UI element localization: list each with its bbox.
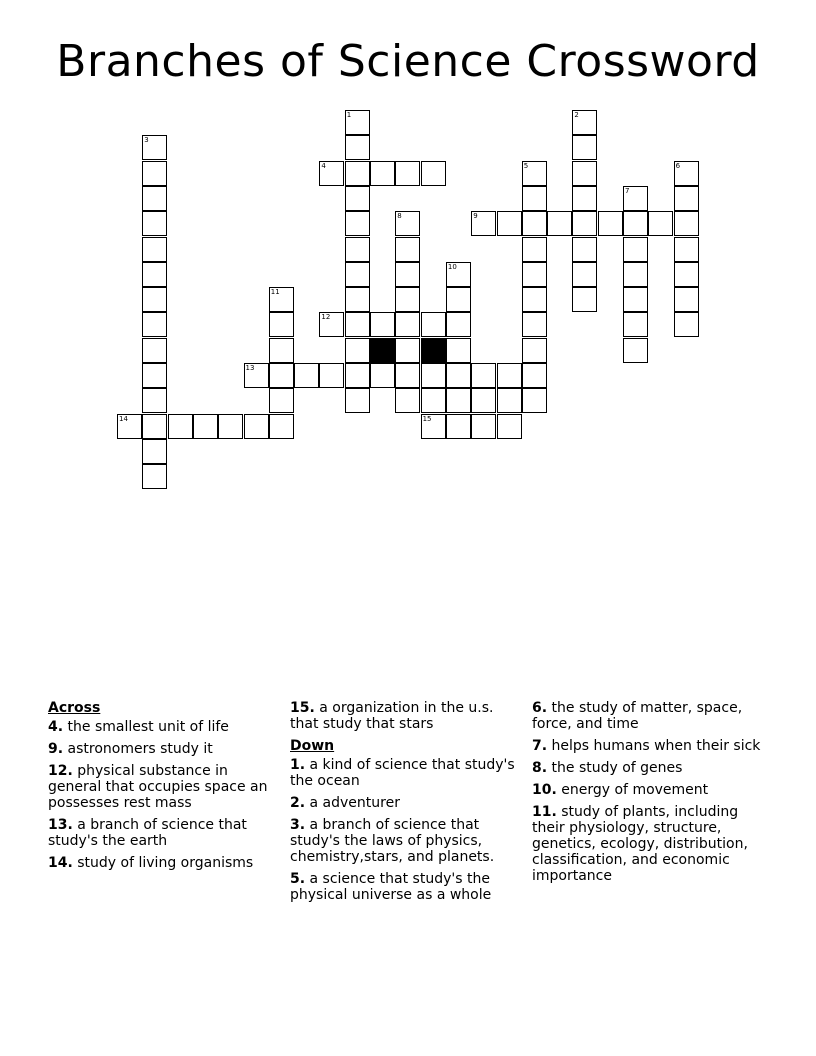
grid-cell[interactable] (142, 211, 167, 236)
grid-cell[interactable] (421, 312, 446, 337)
grid-cell[interactable] (345, 363, 370, 388)
grid-cell[interactable] (446, 388, 471, 413)
clue-item (290, 757, 526, 789)
clue-text: study of living organisms (72, 855, 254, 871)
grid-cell[interactable] (345, 186, 370, 211)
clue-number-label: 13. (48, 817, 73, 833)
clue-text: astronomers study it (63, 741, 213, 757)
clue-number-label: 5. (290, 871, 306, 887)
clue-number: 5 (523, 161, 529, 170)
grid-cell[interactable] (497, 388, 522, 413)
clue-number: 2 (574, 111, 579, 119)
grid-cell[interactable] (142, 464, 167, 489)
clue-number: 6 (675, 161, 681, 170)
grid-cell[interactable] (395, 237, 420, 262)
grid-cell[interactable] (142, 312, 167, 337)
grid-cell[interactable] (319, 363, 344, 388)
grid-cell[interactable] (446, 262, 471, 287)
clue-number-label: 8. (532, 760, 548, 776)
clue-number: 13 (245, 364, 255, 372)
grid-cell[interactable] (674, 161, 699, 186)
grid-cell[interactable] (572, 161, 597, 186)
grid-cell[interactable] (345, 287, 370, 312)
clue-number-label: 4. (48, 719, 64, 735)
clues-column-2 (290, 700, 526, 909)
clue-text: energy of movement (556, 782, 709, 798)
grid-cell[interactable] (522, 237, 547, 262)
grid-cell[interactable] (345, 161, 370, 186)
grid-cell[interactable] (142, 237, 167, 262)
clue-item (532, 738, 768, 754)
grid-cell[interactable] (142, 414, 167, 439)
grid-cell[interactable] (345, 135, 370, 160)
clue-number: 1 (346, 111, 352, 119)
clue-number-label: 6. (532, 700, 548, 716)
clue-number-label: 3. (290, 817, 306, 833)
clue-text: physical substance in general that occupies space an possesses rest mass (48, 763, 268, 811)
grid-cell[interactable] (572, 237, 597, 262)
clue-number: 14 (119, 414, 128, 423)
grid-cell[interactable] (370, 312, 395, 337)
clue-item (48, 763, 276, 811)
clue-item (48, 719, 276, 735)
clue-number-label: 2. (290, 795, 306, 811)
grid-cell[interactable] (193, 414, 218, 439)
clue-item (290, 700, 526, 732)
grid-cell[interactable] (572, 110, 597, 135)
grid-cell[interactable] (395, 388, 420, 413)
clue-number: 10 (447, 262, 457, 271)
clue-text: study of plants, including their physiology, structure, genetics, ecology, distribution, classification, and economic importance (532, 804, 748, 884)
grid-cell[interactable] (142, 161, 167, 186)
clue-text: a branch of science that study's the laws of physics, chemistry,stars, and planets. (290, 817, 495, 865)
grid-cell[interactable] (623, 312, 648, 337)
grid-cell[interactable] (345, 312, 370, 337)
grid-cell[interactable] (395, 338, 420, 363)
grid-cell[interactable] (269, 414, 294, 439)
grid-cell[interactable] (497, 363, 522, 388)
clue-number: 11 (270, 288, 280, 297)
clue-number: 7 (625, 186, 630, 195)
grid-cell[interactable] (345, 237, 370, 262)
grid-cell[interactable] (446, 287, 471, 312)
grid-cell[interactable] (446, 338, 471, 363)
grid-cell[interactable] (572, 186, 597, 211)
grid-cell[interactable] (395, 287, 420, 312)
clue-number-label: 11. (532, 804, 557, 820)
clue-item (48, 817, 276, 849)
clue-item (532, 804, 768, 884)
grid-cell[interactable] (648, 211, 673, 236)
grid-cell[interactable] (674, 237, 699, 262)
grid-cell[interactable] (446, 312, 471, 337)
grid-cell[interactable] (142, 135, 167, 160)
clue-number-label: 9. (48, 741, 64, 757)
grid-cell[interactable] (471, 414, 496, 439)
clue-item (532, 700, 768, 732)
grid-cell[interactable] (294, 363, 319, 388)
grid-cell[interactable] (142, 439, 167, 464)
grid-cell[interactable] (674, 186, 699, 211)
clue-number: 9 (473, 212, 478, 221)
grid-cell[interactable] (269, 388, 294, 413)
grid-cell[interactable] (319, 312, 344, 337)
grid-cell[interactable] (421, 363, 446, 388)
grid-cell[interactable] (244, 363, 269, 388)
grid-cell[interactable] (522, 338, 547, 363)
grid-cell[interactable] (142, 287, 167, 312)
grid-cell[interactable] (345, 388, 370, 413)
clue-number: 15 (422, 414, 432, 423)
grid-cell[interactable] (598, 211, 623, 236)
clue-item (290, 795, 526, 811)
grid-cell[interactable] (142, 262, 167, 287)
clue-text: the study of matter, space, force, and time (532, 700, 743, 732)
clue-text: the smallest unit of life (63, 719, 229, 735)
grid-cell[interactable] (345, 211, 370, 236)
grid-cell[interactable] (623, 262, 648, 287)
clue-number: 8 (397, 212, 402, 221)
grid-cell[interactable] (421, 414, 446, 439)
grid-cell[interactable] (623, 287, 648, 312)
clue-item (532, 760, 768, 776)
grid-cell[interactable] (370, 161, 395, 186)
clue-item (290, 871, 526, 903)
grid-cell[interactable] (522, 186, 547, 211)
clue-number-label: 1. (290, 757, 306, 773)
clue-number-label: 10. (532, 782, 557, 798)
clue-number: 4 (321, 161, 326, 170)
grid-cell[interactable] (522, 388, 547, 413)
grid-cell[interactable] (345, 262, 370, 287)
grid-cell[interactable] (168, 414, 193, 439)
grid-cell[interactable] (142, 388, 167, 413)
grid-cell[interactable] (471, 363, 496, 388)
clue-number-label: 14. (48, 855, 73, 871)
clue-text: a science that study's the physical universe as a whole (290, 871, 492, 903)
grid-cell[interactable] (269, 338, 294, 363)
clue-number: 3 (144, 136, 149, 145)
clue-text: helps humans when their sick (547, 738, 761, 754)
grid-cell[interactable] (269, 363, 294, 388)
grid-cell[interactable] (471, 211, 496, 236)
grid-cell[interactable] (674, 312, 699, 337)
clue-text: a kind of science that study's the ocean (290, 757, 515, 789)
grid-cell[interactable] (345, 338, 370, 363)
clue-text: a branch of science that study's the earth (48, 817, 247, 849)
grid-cell[interactable] (572, 262, 597, 287)
grid-cell[interactable] (269, 312, 294, 337)
grid-cell[interactable] (522, 363, 547, 388)
grid-cell[interactable] (370, 363, 395, 388)
black-cell (421, 338, 446, 363)
clues-column-3 (532, 700, 768, 890)
grid-cell[interactable] (674, 287, 699, 312)
grid-cell[interactable] (547, 211, 572, 236)
page-title: Branches of Science Crossword (56, 36, 760, 87)
black-cell (370, 338, 395, 363)
grid-cell[interactable] (471, 388, 496, 413)
grid-cell[interactable] (395, 363, 420, 388)
grid-cell[interactable] (522, 262, 547, 287)
grid-cell[interactable] (522, 312, 547, 337)
grid-cell[interactable] (395, 262, 420, 287)
grid-cell[interactable] (395, 161, 420, 186)
clue-item (48, 855, 276, 871)
grid-cell[interactable] (345, 110, 370, 135)
clue-number-label: 15. (290, 700, 315, 716)
grid-cell[interactable] (446, 414, 471, 439)
grid-cell[interactable] (623, 338, 648, 363)
grid-cell[interactable] (395, 312, 420, 337)
grid-cell[interactable] (244, 414, 269, 439)
clues-column-1 (48, 700, 276, 877)
grid-cell[interactable] (142, 338, 167, 363)
grid-cell[interactable] (572, 211, 597, 236)
grid-cell[interactable] (522, 287, 547, 312)
clue-item (48, 741, 276, 757)
grid-cell[interactable] (572, 135, 597, 160)
clue-text: a organization in the u.s. that study that stars (290, 700, 494, 732)
grid-cell[interactable] (497, 211, 522, 236)
grid-cell[interactable] (623, 237, 648, 262)
grid-cell[interactable] (572, 287, 597, 312)
grid-cell[interactable] (446, 363, 471, 388)
grid-cell[interactable] (421, 161, 446, 186)
grid-cell[interactable] (674, 262, 699, 287)
clue-number-label: 7. (532, 738, 548, 754)
grid-cell[interactable] (421, 388, 446, 413)
grid-cell[interactable] (674, 211, 699, 236)
grid-cell[interactable] (269, 287, 294, 312)
down-heading: Down (290, 738, 335, 754)
clue-number-label: 12. (48, 763, 73, 779)
grid-cell[interactable] (142, 186, 167, 211)
grid-cell[interactable] (319, 161, 344, 186)
grid-cell[interactable] (522, 211, 547, 236)
grid-cell[interactable] (623, 186, 648, 211)
grid-cell[interactable] (142, 363, 167, 388)
clue-item (290, 817, 526, 865)
clue-text: the study of genes (547, 760, 683, 776)
clue-number: 12 (321, 313, 331, 322)
grid-cell[interactable] (395, 211, 420, 236)
clue-text: a adventurer (305, 795, 400, 811)
grid-cell[interactable] (497, 414, 522, 439)
grid-cell[interactable] (218, 414, 243, 439)
crossword-grid (0, 0, 816, 520)
across-heading: Across (48, 700, 101, 716)
grid-cell[interactable] (522, 161, 547, 186)
grid-cell[interactable] (117, 414, 142, 439)
grid-cell[interactable] (623, 211, 648, 236)
clue-item (532, 782, 768, 798)
